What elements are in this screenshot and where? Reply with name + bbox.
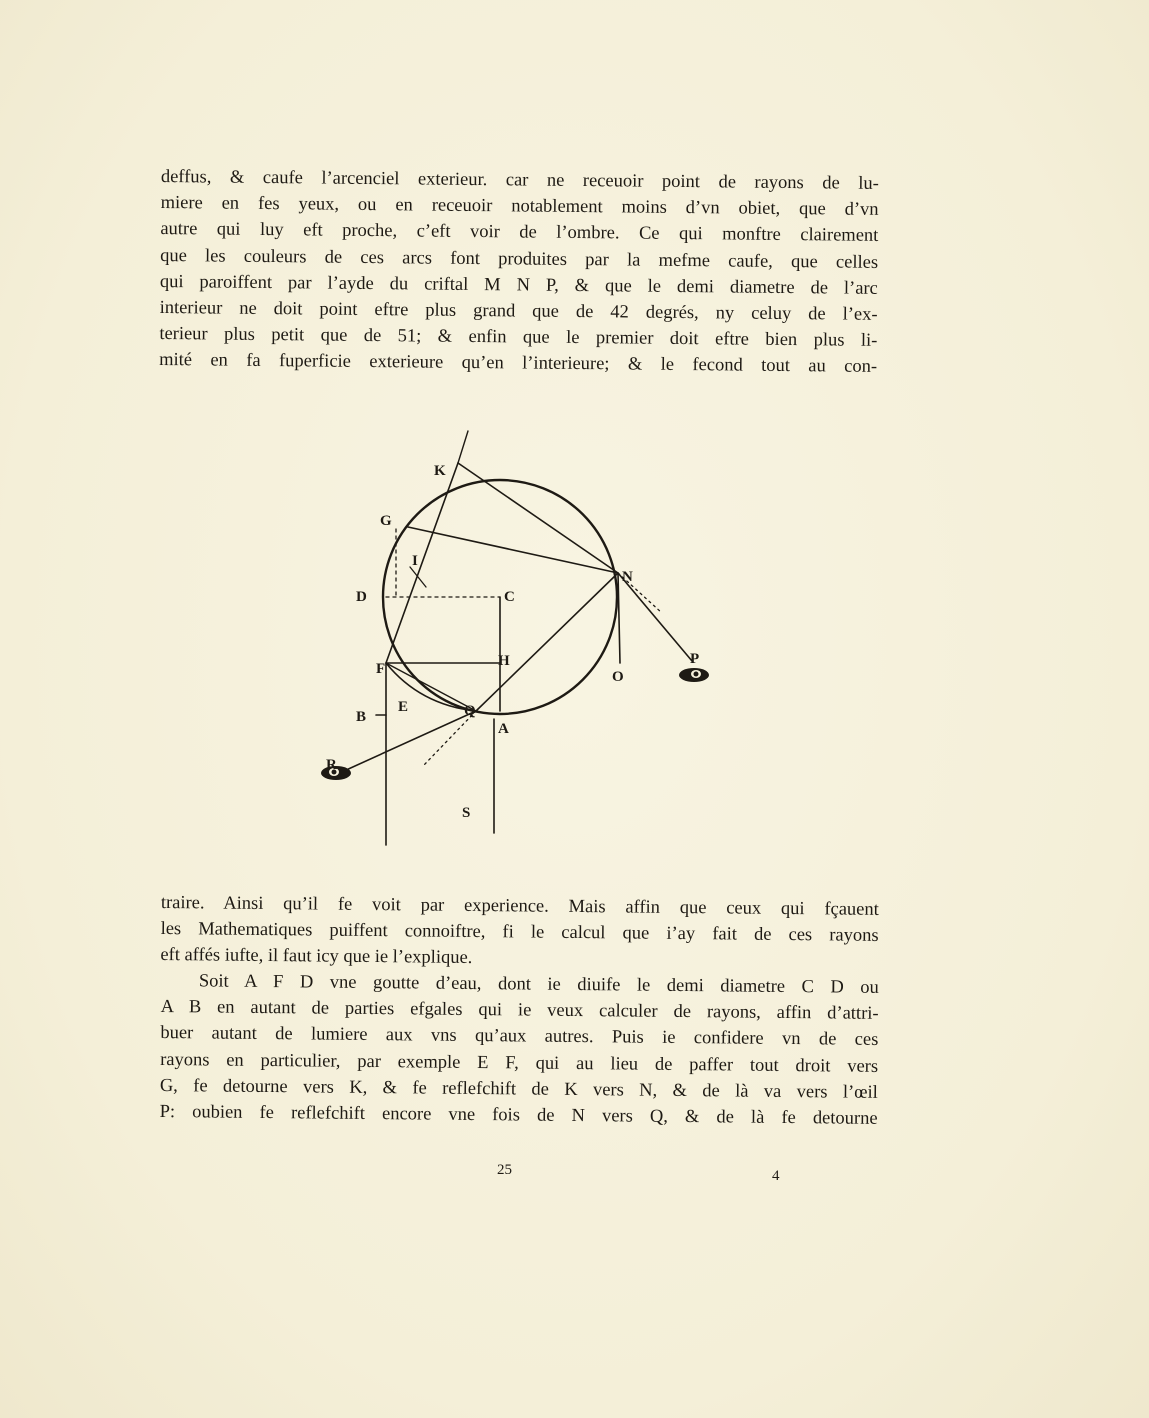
label-s: S bbox=[462, 805, 471, 821]
text-line: G, fe detourne vers K, & fe reflefchift de K vers N, & de là va vers l’œil bbox=[159, 1075, 878, 1103]
ray-i bbox=[410, 567, 426, 587]
label-g: G bbox=[380, 513, 392, 529]
text-line: rayons en particulier, par exemple E F, qui au lieu de paffer tout droit vers bbox=[160, 1049, 879, 1077]
label-f: F bbox=[376, 661, 386, 677]
text-line: autre qui luy eft proche, c’eft voir de l’ombre. Ce qui monftre clairement bbox=[160, 219, 879, 247]
text-line: mité en fa fuperficie exterieure qu’en l’interieure; & le fecond tout au con- bbox=[159, 350, 878, 378]
label-o: O bbox=[612, 669, 624, 685]
text-line: les Mathematiques puiffent connoiftre, fi le calcul que i’ay fait de ces rayons bbox=[160, 919, 879, 947]
ray-n-p bbox=[618, 573, 692, 661]
label-d: D bbox=[356, 589, 367, 605]
text-line: Soit A F D vne goutte d’eau, dont ie diuife le demi diametre C D ou bbox=[198, 971, 879, 998]
text-line: A B en autant de parties efgales qui ie veux calculer de rayons, affin d’attri- bbox=[160, 997, 879, 1025]
text-line: que les couleurs de ces arcs font produites par la mefme caufe, que celles bbox=[160, 245, 879, 273]
ray-n-o bbox=[618, 573, 620, 663]
signature-mark: 4 bbox=[772, 1168, 780, 1184]
label-r: R bbox=[326, 757, 337, 773]
label-k: K bbox=[434, 463, 446, 479]
ray-k-f bbox=[386, 463, 458, 663]
label-a: A bbox=[498, 721, 509, 737]
paragraph-3 bbox=[159, 968, 878, 1132]
text-line: P: oubien fe reflefchift encore vne fois de N vers Q, & de là fe detourne bbox=[159, 1102, 878, 1129]
dotted-beyond-q bbox=[424, 711, 476, 765]
label-i: I bbox=[412, 553, 418, 569]
label-n: N bbox=[622, 569, 633, 585]
text-line: interieur ne doit point eftre plus grand que de 42 degrés, ny celuy de l’ex- bbox=[159, 298, 878, 325]
label-q: Q bbox=[464, 703, 476, 719]
label-b: B bbox=[356, 709, 367, 725]
text-line: terieur plus petit que de 51; & enfin que le premier doit eftre bien plus li- bbox=[159, 324, 878, 352]
label-p: P bbox=[690, 651, 700, 667]
paragraph-1 bbox=[159, 164, 879, 381]
paragraph-2 bbox=[160, 890, 879, 975]
eye-icon bbox=[679, 668, 709, 682]
ray-n-q bbox=[476, 573, 618, 711]
text-line: deffus, & caufe l’arcenciel exterieur. car ne receuoir point de rayons de lu- bbox=[160, 166, 879, 194]
label-c: C bbox=[504, 589, 515, 605]
text-line: eft affés iufte, il faut icy que ie l’explique. bbox=[160, 945, 473, 969]
page-number: 25 bbox=[497, 1162, 512, 1178]
label-h: H bbox=[498, 653, 510, 669]
chord-g-n bbox=[408, 527, 618, 573]
text-line: traire. Ainsi qu’il fe voit par experience. Mais affin que ceux qui fçauent bbox=[160, 892, 879, 920]
text-line: buer autant de lumiere aux vns qu’aux autres. Puis ie confidere vn de ces bbox=[160, 1023, 879, 1051]
label-e: E bbox=[398, 699, 409, 715]
text-line: qui paroiffent par l’ayde du criftal M N P, & que le demi diametre de l’arc bbox=[159, 271, 878, 299]
ray-k-n bbox=[458, 463, 618, 573]
text-line: miere en fes yeux, ou en receuoir notablement moins d’vn obiet, que d’vn bbox=[160, 193, 879, 221]
raindrop-diagram bbox=[300, 415, 740, 855]
ray-k-extension bbox=[458, 431, 468, 463]
